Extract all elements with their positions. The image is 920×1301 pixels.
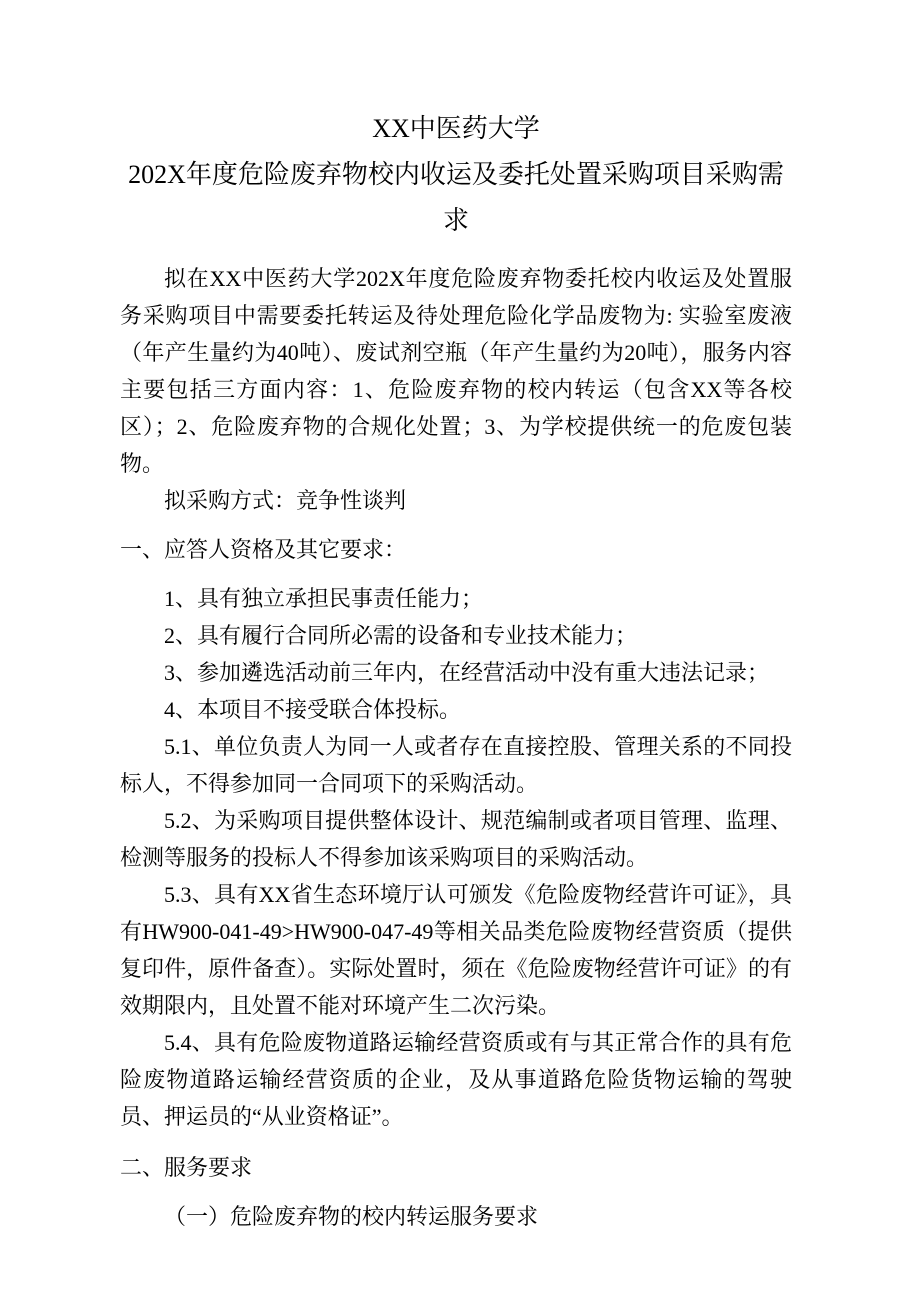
qualification-item-5-1: 5.1、单位负责人为同一人或者存在直接控股、管理关系的不同投标人，不得参加同一合同项下的采购活动。 (120, 734, 792, 796)
section1-heading: 一、应答人资格及其它要求： (120, 537, 407, 562)
title-line-1: XX中医药大学 (372, 114, 540, 143)
qualification-item-5-2: 5.2、为采购项目提供整体设计、规范编制或者项目管理、监理、检测等服务的投标人不得参加该采购项目的采购活动。 (120, 808, 792, 870)
qualification-item-4: 4、本项目不接受联合体投标。 (164, 697, 462, 722)
title-line-2: 202X年度危险废弃物校内收运及委托处置采购项目采购需 (128, 160, 784, 189)
section2-heading: 二、服务要求 (120, 1155, 253, 1180)
procurement-method-line: 拟采购方式：竞争性谈判 (164, 488, 407, 513)
title-line-3: 求 (442, 206, 469, 235)
qualification-item-3: 3、参加遴选活动前三年内，在经营活动中没有重大违法记录； (164, 660, 770, 685)
qualification-item-5-4: 5.4、具有危险废物道路运输经营资质或有与其正常合作的具有危险废物道路运输经营资质的企业，及从事道路危险货物运输的驾驶员、押运员的“从业资格证”。 (120, 1030, 792, 1129)
qualification-item-1: 1、具有独立承担民事责任能力； (164, 586, 484, 611)
document-title (120, 106, 792, 244)
qualification-item-2: 2、具有履行合同所必需的设备和专业技术能力； (164, 623, 638, 648)
section2-sub-heading: （一）危险废弃物的校内转运服务要求 (164, 1204, 539, 1229)
intro-paragraph: 拟在XX中医药大学202X年度危险废弃物委托校内收运及处置服务采购项目中需要委托转运及待处理危险化学品废物为: 实验室废液（年产生量约为40吨）、废试剂空瓶（年产生量约为20吨），服务内容主要包括三方面内容：1、危险废弃物的校内转运（包含XX等各校区）；2、危险废弃物的合规化处置；3、为学校提供统一的危废包装物。 (120, 266, 792, 476)
qualification-item-5-3: 5.3、具有XX省生态环境厅认可颁发《危险废物经营许可证》，具有HW900-041-49>HW900-047-49等相关品类危险废物经营资质（提供复印件，原件备查）。实际处置时，须在《危险废物经营许可证》的有效期限内，且处置不能对环境产生二次污染。 (120, 882, 792, 1018)
